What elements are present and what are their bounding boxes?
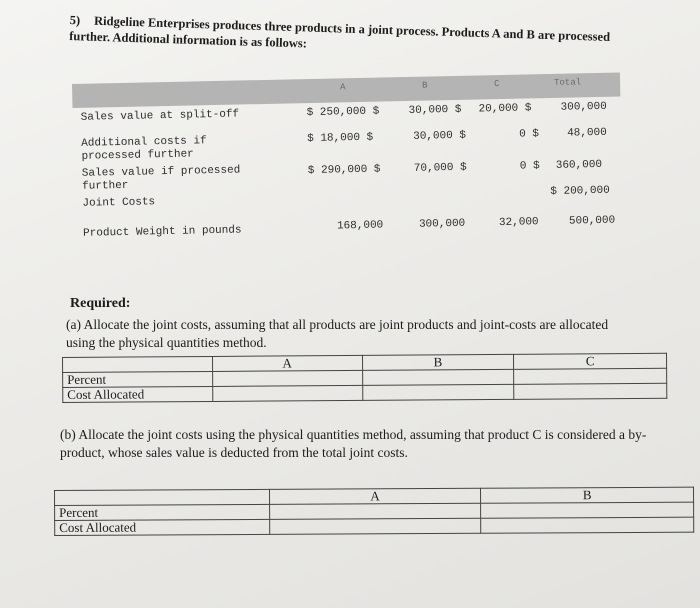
header-c: C bbox=[493, 79, 500, 90]
cell-r2-total: 360,000 bbox=[555, 158, 603, 172]
part-a-answer-table bbox=[62, 353, 667, 403]
part-a-cost-a-input[interactable] bbox=[213, 385, 363, 401]
cell-r4-c: 32,000 bbox=[498, 216, 539, 230]
part-a-header-a: A bbox=[212, 355, 362, 371]
cell-r2-c: 0 $ bbox=[519, 160, 540, 173]
part-b-header-a: A bbox=[269, 488, 481, 504]
cell-r1-b: 30,000 $ bbox=[413, 129, 467, 143]
cell-r4-total: 500,000 bbox=[568, 214, 616, 228]
part-a-percent-b-input[interactable] bbox=[362, 369, 514, 385]
question-header bbox=[69, 12, 630, 62]
part-b-cost-a-input[interactable] bbox=[269, 518, 481, 534]
row-label-sales-split-off: Sales value at split-off bbox=[80, 108, 240, 124]
part-a-instructions: (a) Allocate the joint costs, assuming that all products are joint products and joint-costs are allocated using the physical quantities method. bbox=[66, 317, 609, 350]
data-table-header-bar bbox=[72, 73, 620, 108]
part-a-cost-label: Cost Allocated bbox=[63, 386, 213, 402]
cell-r0-a: $ 250,000 $ bbox=[306, 105, 380, 120]
cell-r4-b: 300,000 bbox=[418, 217, 466, 231]
part-a-percent-label: Percent bbox=[63, 371, 213, 387]
part-b-header-b: B bbox=[481, 487, 694, 503]
part-b-corner-cell bbox=[55, 489, 270, 505]
cell-r3-total: $ 200,000 bbox=[550, 184, 610, 199]
question-number: 5) bbox=[69, 12, 81, 28]
part-b-instructions: (b) Allocate the joint costs using the physical quantities method, assuming that product C is considered a by-product, whose sales value is deducted from the total joint costs. bbox=[60, 427, 647, 460]
cell-r1-a: $ 18,000 $ bbox=[307, 131, 374, 146]
cell-r0-total: 300,000 bbox=[560, 100, 607, 114]
part-b-cost-label: Cost Allocated bbox=[55, 519, 270, 535]
part-b-cost-b-input[interactable] bbox=[481, 517, 694, 533]
header-b: B bbox=[422, 80, 428, 91]
part-a-percent-c-input[interactable] bbox=[514, 368, 667, 384]
required-heading: Required: bbox=[70, 296, 131, 311]
part-b-percent-a-input[interactable] bbox=[269, 503, 481, 519]
cell-r0-c: 20,000 $ bbox=[478, 102, 532, 116]
cell-r0-b: 30,000 $ bbox=[408, 103, 462, 117]
header-total: Total bbox=[553, 77, 582, 88]
part-a-corner-cell bbox=[63, 356, 213, 372]
cell-r1-c: 0 $ bbox=[519, 128, 540, 141]
cell-r2-b: 70,000 $ bbox=[413, 161, 467, 175]
row-label-sales-processed: Sales value if processed further bbox=[81, 164, 241, 193]
row-label-product-weight: Product Weight in pounds bbox=[83, 224, 242, 240]
part-a-cost-c-input[interactable] bbox=[514, 383, 667, 399]
cell-r2-a: $ 290,000 $ bbox=[307, 163, 381, 178]
part-a-header-b: B bbox=[362, 354, 514, 370]
part-a-cost-row bbox=[63, 383, 667, 402]
row-label-joint-costs: Joint Costs bbox=[82, 196, 156, 210]
part-b-cost-row bbox=[55, 517, 694, 535]
part-b-answer-table bbox=[54, 487, 694, 536]
part-a-percent-a-input[interactable] bbox=[212, 370, 362, 386]
cell-r4-a: 168,000 bbox=[336, 219, 384, 233]
header-a: A bbox=[340, 82, 346, 93]
part-a-cost-b-input[interactable] bbox=[362, 384, 514, 400]
cell-r1-total: 48,000 bbox=[567, 126, 607, 140]
data-table bbox=[72, 73, 623, 254]
row-label-additional-costs: Additional costs if processed further bbox=[81, 135, 207, 163]
question-text: Ridgeline Enterprises produces three products in a joint process. Products A and B are processed further. Additional information is as follows: bbox=[69, 13, 611, 51]
part-a-header-c: C bbox=[514, 353, 667, 369]
part-b-percent-label: Percent bbox=[55, 504, 270, 520]
part-b-percent-b-input[interactable] bbox=[481, 502, 694, 518]
